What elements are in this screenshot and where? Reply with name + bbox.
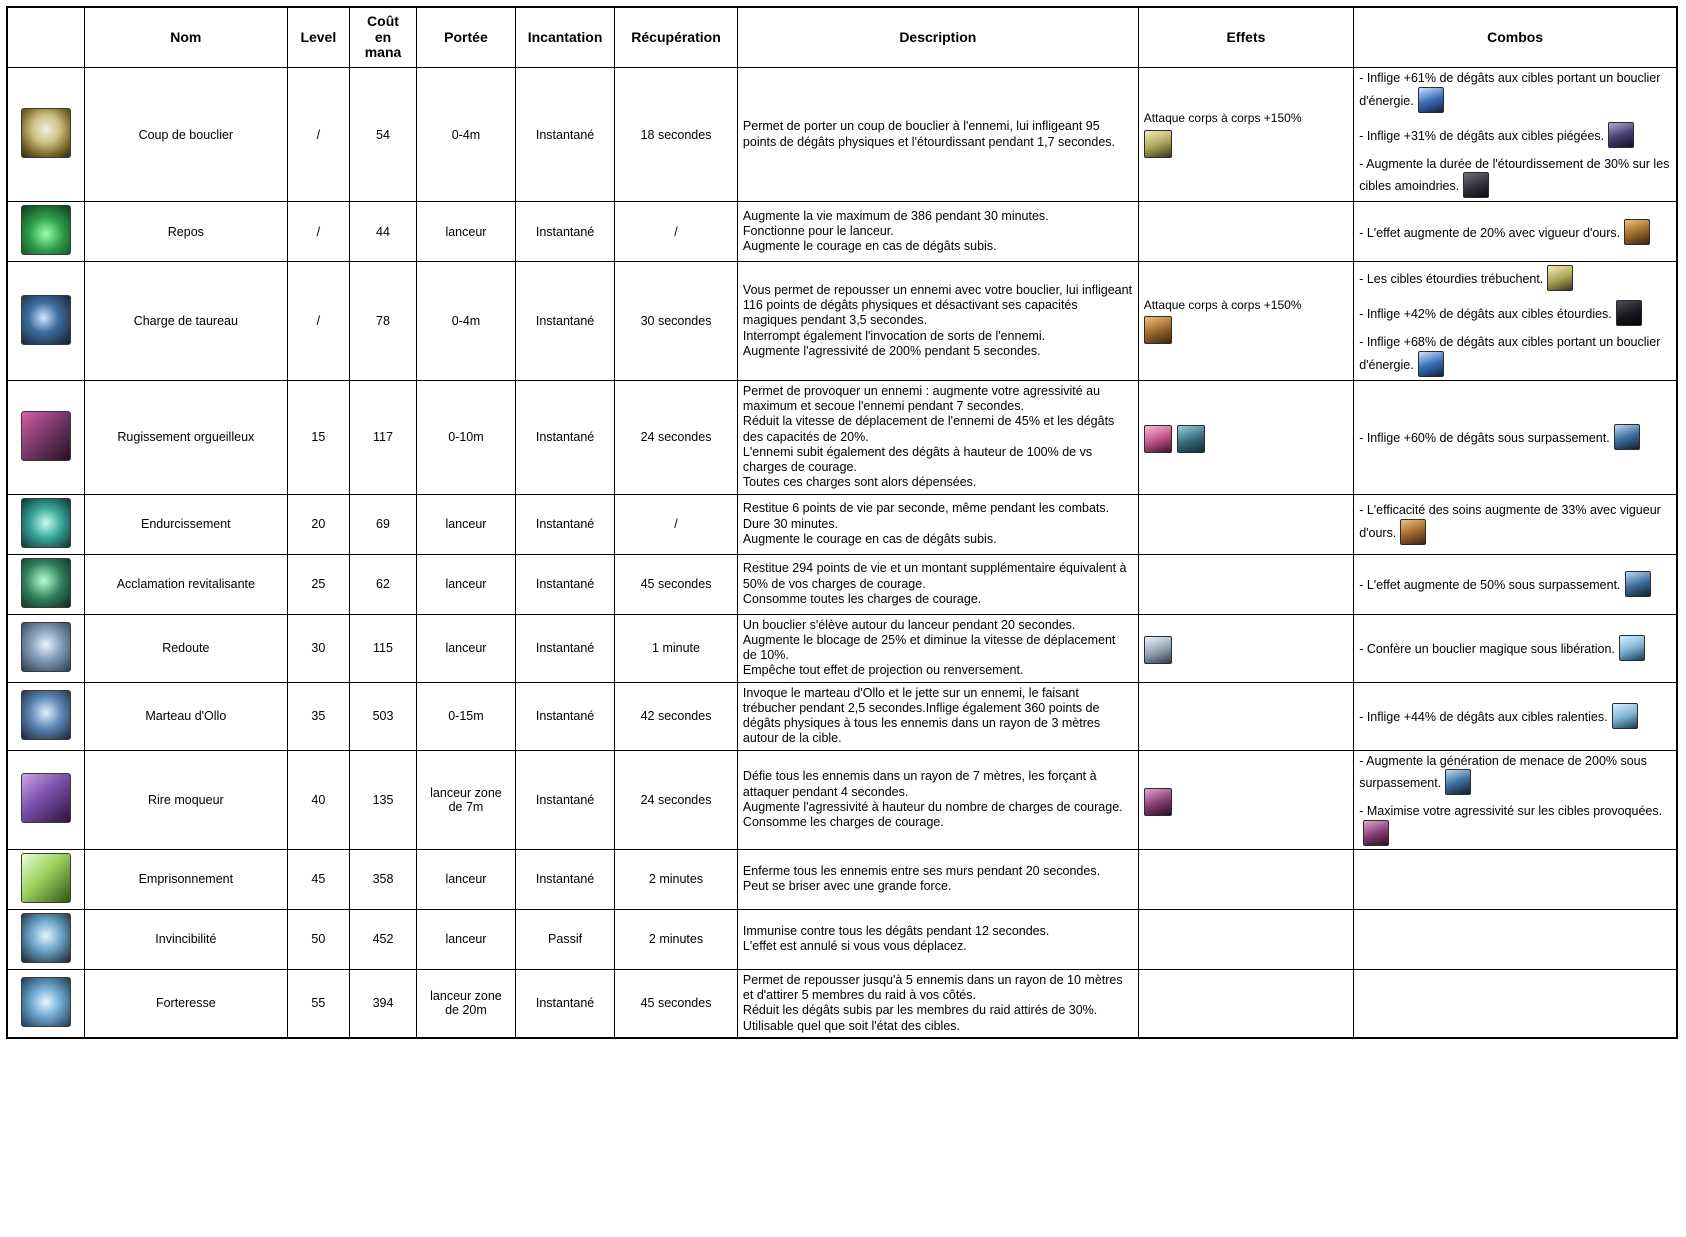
skill-level: 15 xyxy=(287,380,349,494)
skill-description: Invoque le marteau d'Ollo et le jette sur un ennemi, le faisant trébucher pendant 2,5 secondes.Inflige également 360 points de dégâts physiques à tous les ennemis dans un rayon de 3 mètres autour de la cible. xyxy=(737,682,1138,750)
skill-cast-type: Instantané xyxy=(516,750,615,849)
skill-cooldown: 2 minutes xyxy=(615,909,738,969)
shield-buff-icon xyxy=(1144,636,1172,664)
skill-effects xyxy=(1138,380,1353,494)
skill-name: Marteau d'Ollo xyxy=(85,682,288,750)
header-mana-line1: Coût xyxy=(367,13,399,29)
provoke-icon xyxy=(1363,820,1389,846)
effect-icons xyxy=(1144,636,1348,664)
skill-effects xyxy=(1138,614,1353,682)
combo-text: - L'effet augmente de 50% sous surpassement. xyxy=(1359,578,1621,593)
skill-range: 0-15m xyxy=(416,682,515,750)
skill-cooldown: 2 minutes xyxy=(615,849,738,909)
skill-effects xyxy=(1138,682,1353,750)
skill-description: Un bouclier s'élève autour du lanceur pendant 20 secondes. Augmente le blocage de 25% et diminue la vitesse de déplacement de 10%. Empêche tout effet de projection ou renversement. xyxy=(737,614,1138,682)
skills-table xyxy=(6,6,1678,1039)
skill-name: Coup de bouclier xyxy=(85,68,288,202)
skill-level: 40 xyxy=(287,750,349,849)
skill-range: lanceur xyxy=(416,614,515,682)
bear-vigor-icon xyxy=(1624,219,1650,245)
skill-range: lanceur zone de 7m xyxy=(416,750,515,849)
skill-mana-cost: 69 xyxy=(350,494,417,554)
skill-name: Rugissement orgueilleux xyxy=(85,380,288,494)
combo-text: - Les cibles étourdies trébuchent. xyxy=(1359,272,1544,287)
skill-cooldown: 42 secondes xyxy=(615,682,738,750)
skill-range: 0-4m xyxy=(416,68,515,202)
stun-icon xyxy=(1144,130,1172,158)
skill-range: lanceur zone de 20m xyxy=(416,969,515,1038)
combo-text: - Inflige +44% de dégâts aux cibles ralenties. xyxy=(1359,710,1608,725)
skill-combos xyxy=(1354,682,1677,750)
skill-mana-cost: 358 xyxy=(350,849,417,909)
skill-cast-type: Instantané xyxy=(516,682,615,750)
skill-effects xyxy=(1138,494,1353,554)
effect-icons xyxy=(1144,425,1348,453)
skill-icon-cell xyxy=(7,909,85,969)
skill-icon-cell xyxy=(7,262,85,381)
overpower-icon xyxy=(1614,424,1640,450)
table-row xyxy=(7,849,1677,909)
combo-text: - Inflige +31% de dégâts aux cibles piégées. xyxy=(1359,128,1605,143)
stunned-target-icon xyxy=(1616,300,1642,326)
skill-cast-type: Instantané xyxy=(516,494,615,554)
combo-text: - Confère un bouclier magique sous libération. xyxy=(1359,642,1615,657)
skill-icon-cell xyxy=(7,68,85,202)
skill-cooldown: 24 secondes xyxy=(615,750,738,849)
skill-mana-cost: 117 xyxy=(350,380,417,494)
skill-icon-cell xyxy=(7,380,85,494)
combo-line xyxy=(1359,157,1671,199)
skill-name: Charge de taureau xyxy=(85,262,288,381)
header-icon xyxy=(7,7,85,68)
combo-line xyxy=(1359,219,1671,245)
effect-icons xyxy=(1144,130,1348,158)
skill-cast-type: Instantané xyxy=(516,68,615,202)
skill-description: Défie tous les ennemis dans un rayon de 7 mètres, les forçant à attaquer pendant 4 secondes. Augmente l'agressivité à hauteur du nombre de charges de courage. Consomme les charges de courage. xyxy=(737,750,1138,849)
skill-mana-cost: 503 xyxy=(350,682,417,750)
skill-description: Restitue 294 points de vie et un montant supplémentaire équivalent à 50% de vos charges de courage. Consomme toutes les charges de courage. xyxy=(737,554,1138,614)
skill-cast-type: Instantané xyxy=(516,969,615,1038)
skill-icon-cell xyxy=(7,494,85,554)
skill-cooldown: 24 secondes xyxy=(615,380,738,494)
skill-effects xyxy=(1138,849,1353,909)
skill-description: Permet de porter un coup de bouclier à l'ennemi, lui infligeant 95 points de dégâts physiques et l'étourdissant pendant 1,7 secondes. xyxy=(737,68,1138,202)
skill-cast-type: Instantané xyxy=(516,554,615,614)
skill-range: lanceur xyxy=(416,554,515,614)
header-mana xyxy=(350,7,417,68)
skill-cast-type: Instantané xyxy=(516,262,615,381)
combo-text: - Inflige +60% de dégâts sous surpassement. xyxy=(1359,431,1610,446)
skill-effects xyxy=(1138,909,1353,969)
combo-line xyxy=(1359,571,1671,597)
taunt-icon xyxy=(1144,425,1172,453)
table-row xyxy=(7,909,1677,969)
skill-mana-cost: 135 xyxy=(350,750,417,849)
combo-text: - Inflige +61% de dégâts aux cibles portant un bouclier d'énergie. xyxy=(1359,71,1661,108)
effect-text: Attaque corps à corps +150% xyxy=(1143,111,1302,126)
skill-range: lanceur xyxy=(416,494,515,554)
skill-level: 50 xyxy=(287,909,349,969)
overpower-icon xyxy=(1445,769,1471,795)
skill-combos xyxy=(1354,202,1677,262)
skill-cooldown: / xyxy=(615,494,738,554)
mock-icon xyxy=(1144,788,1172,816)
silence-icon xyxy=(1144,316,1172,344)
proud-roar-icon xyxy=(21,411,71,461)
effect-icons xyxy=(1144,316,1348,344)
toughen-icon xyxy=(21,498,71,548)
header-nom: Nom xyxy=(85,7,288,68)
header-incantation: Incantation xyxy=(516,7,615,68)
skill-icon-cell xyxy=(7,849,85,909)
skill-cast-type: Instantané xyxy=(516,380,615,494)
header-combos: Combos xyxy=(1354,7,1677,68)
skill-level: 30 xyxy=(287,614,349,682)
skill-level: / xyxy=(287,202,349,262)
table-row xyxy=(7,614,1677,682)
revitalizing-cheer-icon xyxy=(21,558,71,608)
skill-level: 20 xyxy=(287,494,349,554)
skill-description: Augmente la vie maximum de 386 pendant 30 minutes. Fonctionne pour le lanceur. Augmente le courage en cas de dégâts subis. xyxy=(737,202,1138,262)
skill-cooldown: 45 secondes xyxy=(615,554,738,614)
shake-icon xyxy=(1177,425,1205,453)
combo-text: - Augmente la génération de menace de 200% sous surpassement. xyxy=(1359,753,1647,791)
table-header-row xyxy=(7,7,1677,68)
magic-shield-icon xyxy=(1619,635,1645,661)
skill-mana-cost: 452 xyxy=(350,909,417,969)
skill-name: Repos xyxy=(85,202,288,262)
skill-cooldown: 30 secondes xyxy=(615,262,738,381)
skill-mana-cost: 78 xyxy=(350,262,417,381)
combo-line xyxy=(1359,703,1671,729)
skill-name: Redoute xyxy=(85,614,288,682)
skill-mana-cost: 115 xyxy=(350,614,417,682)
weaken-icon xyxy=(1463,172,1489,198)
skill-icon-cell xyxy=(7,682,85,750)
skill-mana-cost: 62 xyxy=(350,554,417,614)
skill-combos xyxy=(1354,494,1677,554)
skill-combos xyxy=(1354,750,1677,849)
skill-combos xyxy=(1354,614,1677,682)
combo-line xyxy=(1359,122,1671,148)
combo-line xyxy=(1359,635,1671,661)
skill-mana-cost: 394 xyxy=(350,969,417,1038)
skill-cast-type: Instantané xyxy=(516,849,615,909)
shield-bash-icon xyxy=(21,108,71,158)
combo-line xyxy=(1359,265,1671,291)
table-row xyxy=(7,262,1677,381)
header-recuperation: Récupération xyxy=(615,7,738,68)
skill-name: Acclamation revitalisante xyxy=(85,554,288,614)
header-effets: Effets xyxy=(1138,7,1353,68)
fortress-icon xyxy=(21,977,71,1027)
skill-effects xyxy=(1138,202,1353,262)
skill-icon-cell xyxy=(7,969,85,1038)
skill-description: Enferme tous les ennemis entre ses murs pendant 20 secondes. Peut se briser avec une grande force. xyxy=(737,849,1138,909)
skill-description: Immunise contre tous les dégâts pendant 12 secondes. L'effet est annulé si vous vous déplacez. xyxy=(737,909,1138,969)
ollo-hammer-icon xyxy=(21,690,71,740)
skill-icon-cell xyxy=(7,202,85,262)
table-row xyxy=(7,969,1677,1038)
skill-cooldown: 18 secondes xyxy=(615,68,738,202)
table-row xyxy=(7,380,1677,494)
slow-icon xyxy=(1612,703,1638,729)
combo-text: - Inflige +68% de dégâts aux cibles portant un bouclier d'énergie. xyxy=(1359,335,1661,372)
skill-icon-cell xyxy=(7,614,85,682)
combo-text: - Augmente la durée de l'étourdissement de 30% sur les cibles amoindries. xyxy=(1359,156,1670,194)
header-description: Description xyxy=(737,7,1138,68)
header-mana-line2: en xyxy=(374,28,392,45)
combo-text: - L'efficacité des soins augmente de 33% avec vigueur d'ours. xyxy=(1359,503,1661,540)
skill-combos xyxy=(1354,849,1677,909)
table-row xyxy=(7,682,1677,750)
overpower-icon xyxy=(1625,571,1651,597)
skill-combos xyxy=(1354,909,1677,969)
header-level: Level xyxy=(287,7,349,68)
trap-icon xyxy=(1608,122,1634,148)
mocking-laugh-icon xyxy=(21,773,71,823)
combo-line xyxy=(1359,71,1671,113)
combo-text: - Maximise votre agressivité sur les cibles provoquées. xyxy=(1359,804,1663,819)
skill-level: 55 xyxy=(287,969,349,1038)
skill-range: 0-4m xyxy=(416,262,515,381)
bear-vigor-icon xyxy=(1400,519,1426,545)
skill-name: Invincibilité xyxy=(85,909,288,969)
table-row xyxy=(7,202,1677,262)
skill-effects xyxy=(1138,969,1353,1038)
imprisonment-icon xyxy=(21,853,71,903)
skill-effects xyxy=(1138,68,1353,202)
combo-text: - L'effet augmente de 20% avec vigueur d'ours. xyxy=(1359,225,1621,240)
combo-line xyxy=(1359,300,1671,326)
table-row xyxy=(7,750,1677,849)
skill-combos xyxy=(1354,969,1677,1038)
header-mana-line3: mana xyxy=(364,44,402,61)
skill-icon-cell xyxy=(7,554,85,614)
skill-range: lanceur xyxy=(416,909,515,969)
skill-effects xyxy=(1138,262,1353,381)
skill-cooldown: 45 secondes xyxy=(615,969,738,1038)
skill-level: 35 xyxy=(287,682,349,750)
combo-line xyxy=(1359,424,1671,450)
combo-line xyxy=(1359,503,1671,545)
combo-line xyxy=(1359,335,1671,377)
skill-name: Emprisonnement xyxy=(85,849,288,909)
combo-text: - Inflige +42% de dégâts aux cibles étourdies. xyxy=(1359,307,1612,322)
skill-combos xyxy=(1354,554,1677,614)
skill-effects xyxy=(1138,750,1353,849)
table-row xyxy=(7,494,1677,554)
skill-combos xyxy=(1354,262,1677,381)
energy-shield-icon xyxy=(1418,87,1444,113)
combo-line xyxy=(1359,804,1671,846)
stumble-icon xyxy=(1547,265,1573,291)
skill-description: Vous permet de repousser un ennemi avec votre bouclier, lui infligeant 116 points de dégâts physiques et désactivant ses capacités magiques pendant 3,5 secondes. Interrompt également l'invocation de sorts de l'ennemi. Augmente l'agressivité de 200% pendant 5 secondes. xyxy=(737,262,1138,381)
skill-level: 45 xyxy=(287,849,349,909)
combo-line xyxy=(1359,754,1671,796)
skill-cooldown: / xyxy=(615,202,738,262)
effect-icons xyxy=(1144,788,1348,816)
table-row xyxy=(7,68,1677,202)
skill-level: 25 xyxy=(287,554,349,614)
skill-cast-type: Instantané xyxy=(516,202,615,262)
skill-level: / xyxy=(287,68,349,202)
skill-cast-type: Instantané xyxy=(516,614,615,682)
skill-combos xyxy=(1354,380,1677,494)
skill-name: Rire moqueur xyxy=(85,750,288,849)
skill-effects xyxy=(1138,554,1353,614)
skill-name: Endurcissement xyxy=(85,494,288,554)
skill-combos xyxy=(1354,68,1677,202)
redoubt-icon xyxy=(21,622,71,672)
skill-level: / xyxy=(287,262,349,381)
skill-cast-type: Passif xyxy=(516,909,615,969)
table-row xyxy=(7,554,1677,614)
skill-mana-cost: 54 xyxy=(350,68,417,202)
skill-description: Restitue 6 points de vie par seconde, même pendant les combats. Dure 30 minutes. Augmente le courage en cas de dégâts subis. xyxy=(737,494,1138,554)
skill-range: lanceur xyxy=(416,202,515,262)
invincibility-icon xyxy=(21,913,71,963)
effect-text: Attaque corps à corps +150% xyxy=(1143,297,1302,312)
skill-description: Permet de repousser jusqu'à 5 ennemis dans un rayon de 10 mètres et d'attirer 5 membres du raid à vos côtés. Réduit les dégâts subis par les membres du raid attirés de 30%. Utilisable quel que soit l'état des cibles. xyxy=(737,969,1138,1038)
skill-icon-cell xyxy=(7,750,85,849)
skill-mana-cost: 44 xyxy=(350,202,417,262)
skill-description: Permet de provoquer un ennemi : augmente votre agressivité au maximum et secoue l'ennemi pendant 7 secondes. Réduit la vitesse de déplacement de l'ennemi de 45% et les dégâts des capacités de 20%. L'ennemi subit également des dégâts à hauteur de 100% de vs charges de courage. Toutes ces charges sont alors dépensées. xyxy=(737,380,1138,494)
skill-name: Forteresse xyxy=(85,969,288,1038)
repos-icon xyxy=(21,205,71,255)
bull-charge-icon xyxy=(21,295,71,345)
skill-range: 0-10m xyxy=(416,380,515,494)
header-portee: Portée xyxy=(416,7,515,68)
energy-shield-icon xyxy=(1418,351,1444,377)
skill-cooldown: 1 minute xyxy=(615,614,738,682)
skill-range: lanceur xyxy=(416,849,515,909)
